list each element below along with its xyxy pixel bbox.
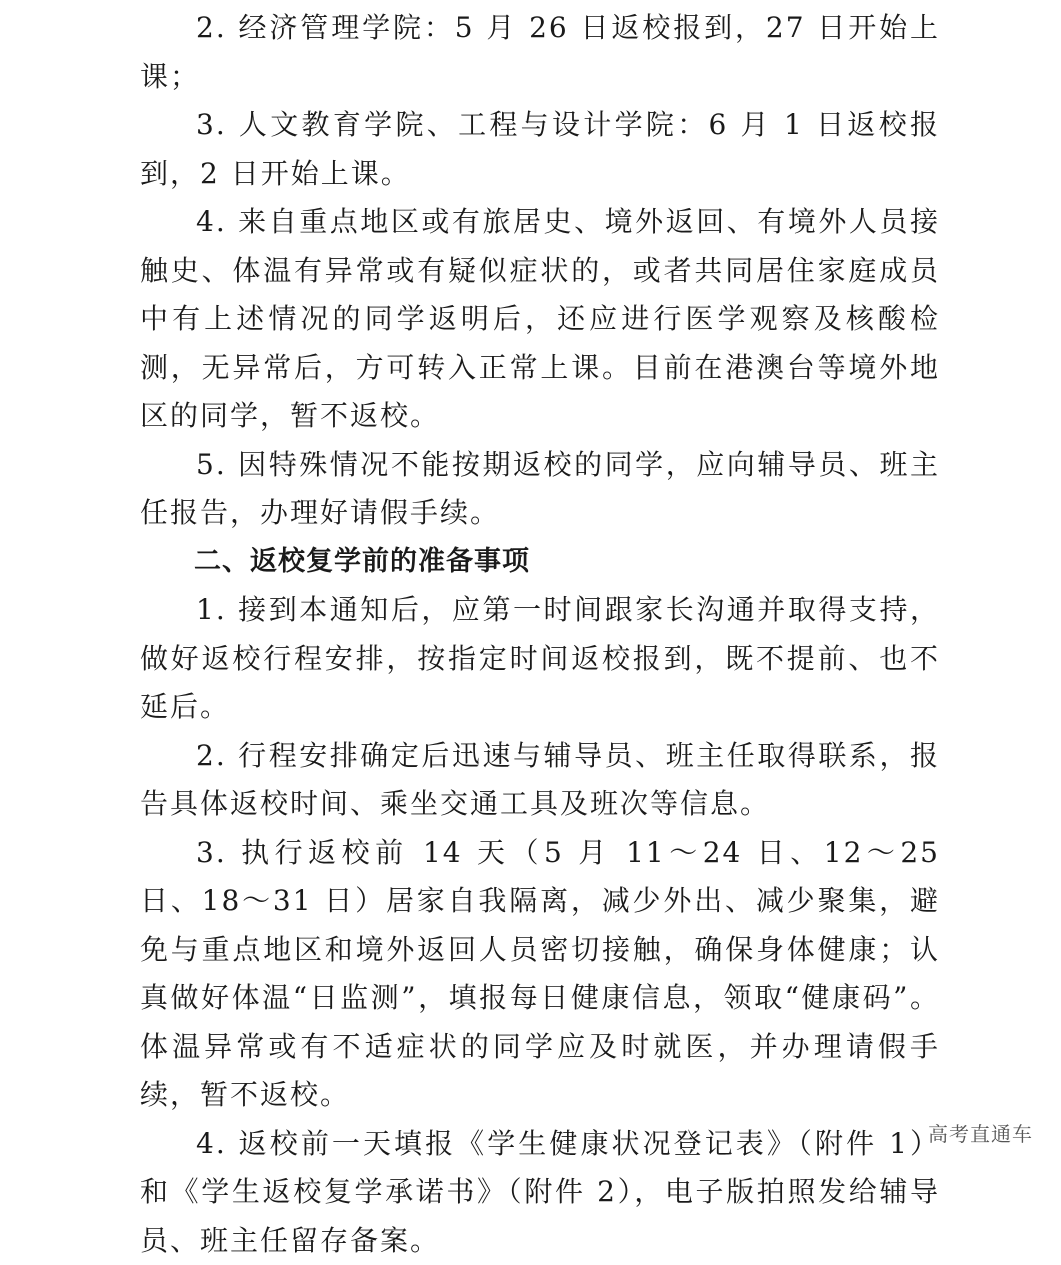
document-page bbox=[140, 0, 940, 1265]
paragraph-key-areas-notice: 4. 来自重点地区或有旅居史、境外返回、有境外人员接触史、体温有异常或有疑似症状的，或者共同居住家庭成员中有上述情况的同学返明后，还应进行医学观察及核酸检测，无异常后，方可转入正常上课。目前在港澳台等境外地区的同学，暂不返校。 bbox=[140, 198, 940, 441]
section-heading: 二、返校复学前的准备事项 bbox=[140, 538, 940, 587]
paragraph-prep-4: 4. 返校前一天填报《学生健康状况登记表》（附件 1）和《学生返校复学承诺书》（附件 2），电子版拍照发给辅导员、班主任留存备案。 bbox=[140, 1120, 940, 1265]
paragraph-leave-request: 5. 因特殊情况不能按期返校的同学，应向辅导员、班主任报告，办理好请假手续。 bbox=[140, 441, 940, 538]
paragraph-schedule-economics: 2. 经济管理学院：5 月 26 日返校报到，27 日开始上课； bbox=[140, 4, 940, 101]
paragraph-prep-3: 3. 执行返校前 14 天（5 月 11～24 日、12～25 日、18～31 日）居家自我隔离，减少外出、减少聚集，避免与重点地区和境外返回人员密切接触，确保身体健康；认真做好体温“日监测”，填报每日健康信息，领取“健康码”。体温异常或有不适症状的同学应及时就医，并办理请假手续，暂不返校。 bbox=[140, 829, 940, 1120]
paragraph-prep-2: 2. 行程安排确定后迅速与辅导员、班主任取得联系，报告具体返校时间、乘坐交通工具及班次等信息。 bbox=[140, 732, 940, 829]
paragraph-schedule-humanities: 3. 人文教育学院、工程与设计学院：6 月 1 日返校报到，2 日开始上课。 bbox=[140, 101, 940, 198]
paragraph-prep-1: 1. 接到本通知后，应第一时间跟家长沟通并取得支持，做好返校行程安排，按指定时间返校报到，既不提前、也不延后。 bbox=[140, 586, 940, 732]
watermark: 高考直通车 bbox=[928, 1118, 1033, 1147]
